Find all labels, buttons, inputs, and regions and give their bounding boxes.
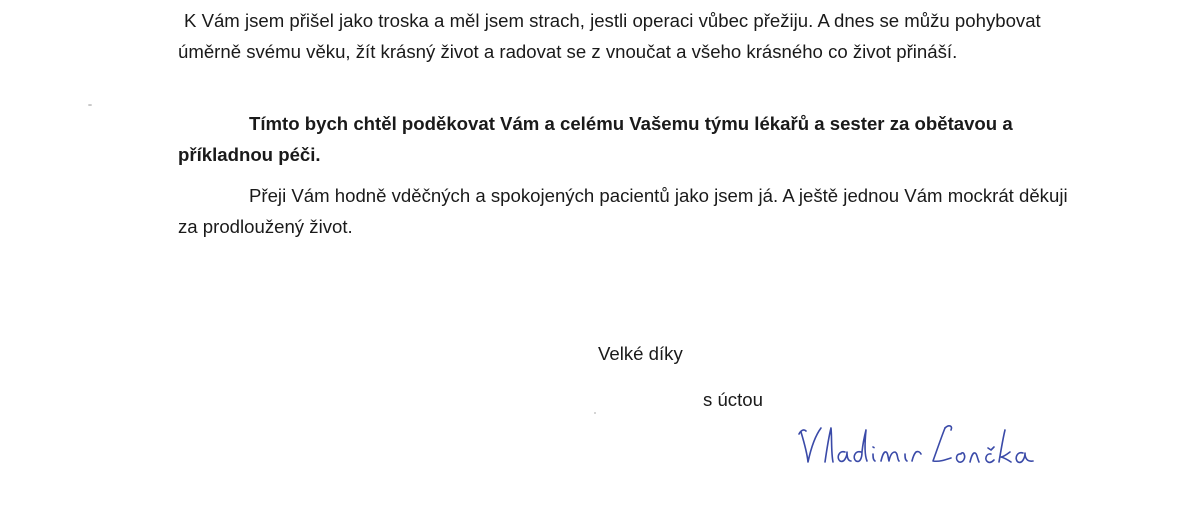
closing-regards: s úctou: [703, 389, 763, 410]
paragraph-gratitude-team: [178, 108, 1078, 170]
handwritten-signature: [795, 418, 1040, 478]
paragraph-operation-story: [178, 5, 1078, 67]
scan-speck: [594, 412, 596, 414]
scan-speck: [88, 104, 92, 106]
paragraph-1-text: K Vám jsem přišel jako troska a měl jsem strach, jestli operaci vůbec přežiju. A dnes se můžu pohybovat úměrně svému věku, žít krásný život a radovat se z vnoučat a všeho krásného co život přináší.: [178, 10, 1041, 62]
paragraph-2-text: Tímto bych chtěl poděkovat Vám a celému Vašemu týmu lékařů a sester za obětavou a příkladnou péči.: [178, 113, 1013, 165]
paragraph-3-text: Přeji Vám hodně vděčných a spokojených pacientů jako jsem já. A ještě jednou Vám mockrát děkuji za prodloužený život.: [178, 185, 1068, 237]
paragraph-wishes: [178, 180, 1078, 242]
closing-thanks: Velké díky: [598, 343, 683, 364]
